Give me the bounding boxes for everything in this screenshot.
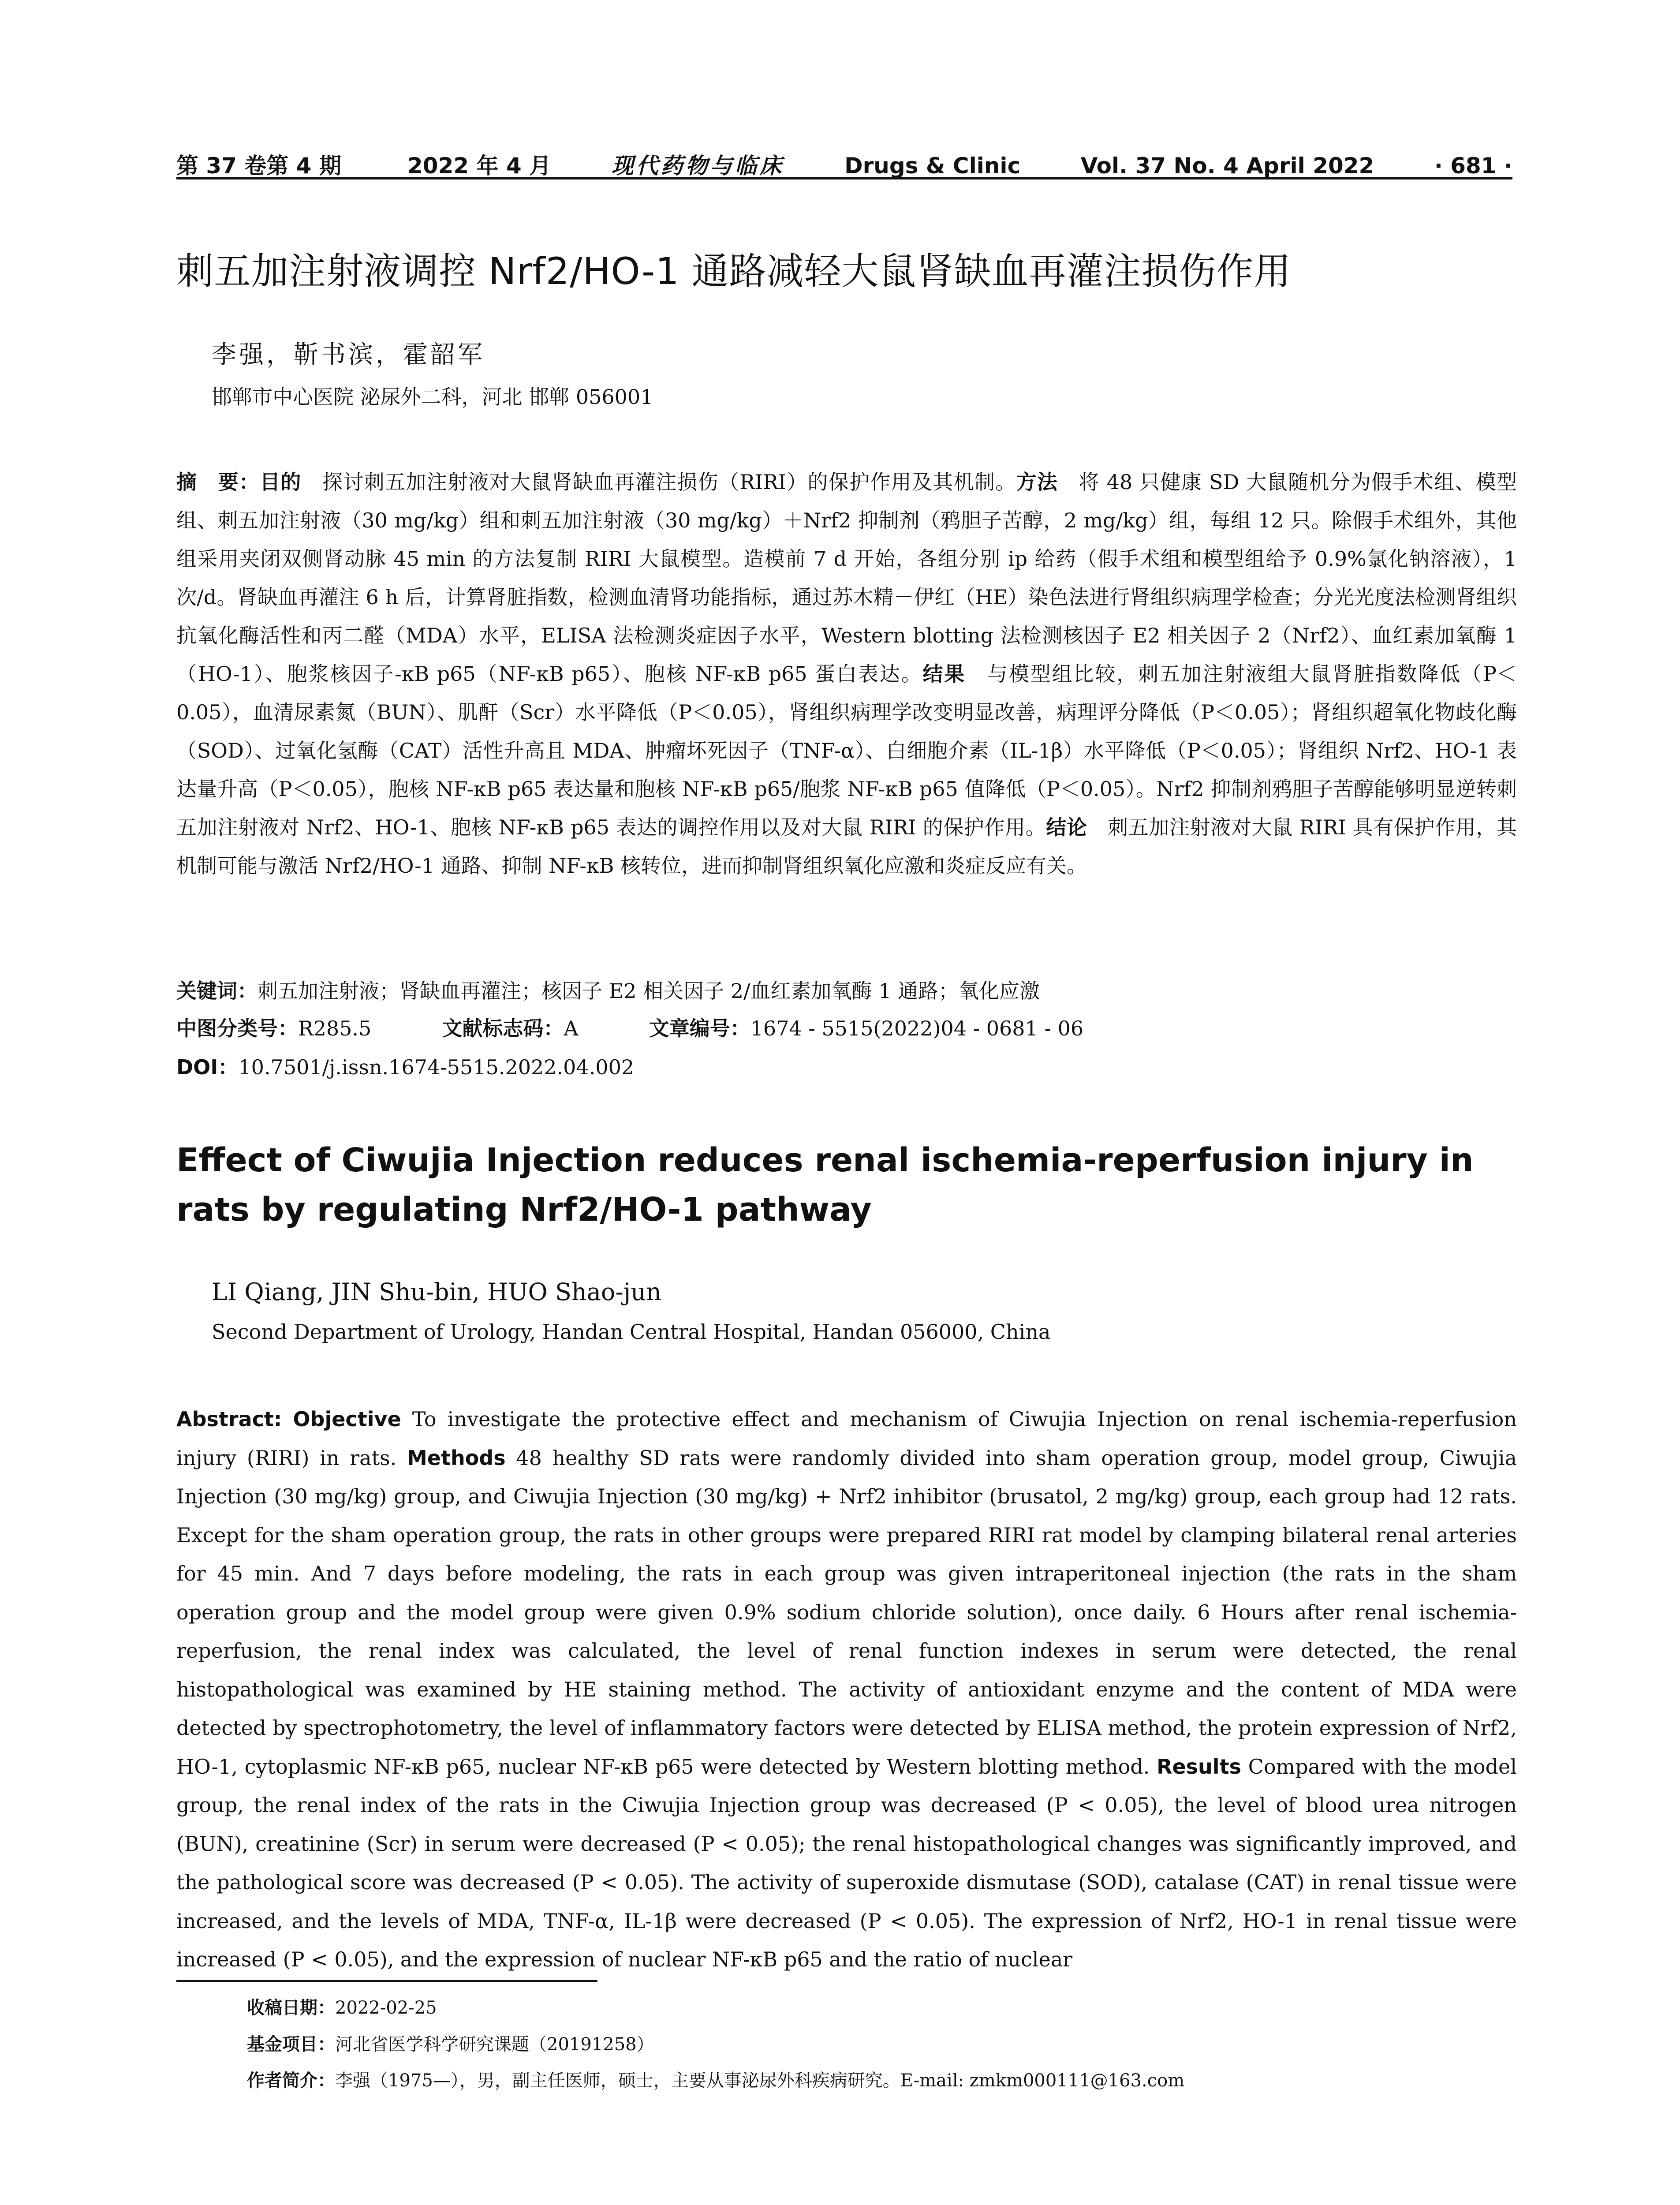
header-journal-cn: 现代药物与临床: [611, 153, 784, 179]
keywords-cn: [176, 977, 1040, 1005]
doc-code-value: A: [564, 1017, 579, 1040]
bio-label: 作者简介：: [247, 2070, 335, 2091]
affiliation-cn: 邯郸市中心医院 泌尿外二科，河北 邯郸 056001: [212, 385, 653, 409]
received-date: 2022-02-25: [335, 1998, 437, 2018]
running-header: [176, 140, 1512, 183]
doc-code-label: 文献标志码：: [442, 1017, 564, 1040]
footnote-fund: [247, 2032, 654, 2057]
abstract-cn-methods-label: 方法: [1016, 470, 1058, 494]
header-volume-en: Vol. 37 No. 4 April 2022: [1080, 153, 1374, 179]
doi-label: DOI：: [176, 1055, 239, 1079]
abstract-en-results: Compared with the model group, the renal index of the rats in the Ciwujia Injection group was decreased (P < 0.05), the level of blood urea nitrogen (BUN), creatinine (Scr) in serum were decreased (P < 0.05); the renal histopathological changes was significantly improved, and the pathological score was decreased (P < 0.05). The activity of superoxide dismutase (SOD), catalase (CAT) in renal tissue were increased, and the levels of MDA, TNF-α, IL-1β were decreased (P < 0.05). The expression of Nrf2, HO-1 in renal tissue were increased (P < 0.05), and the expression of nuclear NF-κB p65 and the ratio of nuclear: [176, 1754, 1517, 1971]
header-page-number: · 681 ·: [1434, 153, 1512, 179]
bio-text: 李强（1975—），男，副主任医师，硕士，主要从事泌尿外科疾病研究。E-mail: zmkm000111@163.com: [335, 2070, 1185, 2091]
title-cn: 刺五加注射液调控 Nrf2/HO-1 通路减轻大鼠肾缺血再灌注损伤作用: [176, 250, 1292, 293]
abstract-cn-results-label: 结果: [922, 662, 966, 686]
abstract-cn-conclusion-label: 结论: [1046, 815, 1087, 839]
abstract-cn-results: 与模型组比较，刺五加注射液组大鼠肾脏指数降低（P＜0.05），血清尿素氮（BUN）、肌酐（Scr）水平降低（P＜0.05），肾组织病理学改变明显改善，病理评分降低（P＜0.05）；肾组织超氧化物歧化酶（SOD）、过氧化氢酶（CAT）活性升高且 MDA、肿瘤坏死因子（TNF-α）、白细胞介素（IL-1β）水平降低（P＜0.05）；肾组织 Nrf2、HO-1 表达量升高（P＜0.05），胞核 NF-κB p65 表达量和胞核 NF-κB p65/胞浆 NF-κB p65 值降低（P＜0.05）。Nrf2 抑制剂鸦胆子苦醇能够明显逆转刺五加注射液对 Nrf2、HO-1、胞核 NF-κB p65 表达的调控作用以及对大鼠 RIRI 的保护作用。: [176, 662, 1517, 839]
authors-en: LI Qiang, JIN Shu-bin, HUO Shao-jun: [212, 1278, 661, 1306]
abstract-cn-conclusion: 刺五加注射液对大鼠 RIRI 具有保护作用，其机制可能与激活 Nrf2/HO-1 通路、抑制 NF-κB 核转位，进而抑制肾组织氧化应激和炎症反应有关。: [176, 815, 1517, 878]
article-no-label: 文章编号：: [649, 1017, 750, 1040]
footnote-rule: [176, 1980, 597, 1982]
affiliation-en: Second Department of Urology, Handan Central Hospital, Handan 056000, China: [212, 1320, 1051, 1344]
received-label: 收稿日期：: [247, 1998, 335, 2018]
keywords-text: 刺五加注射液；肾缺血再灌注；核因子 E2 相关因子 2/血红素加氧酶 1 通路；氧化应激: [258, 979, 1040, 1003]
abstract-cn-methods: 将 48 只健康 SD 大鼠随机分为假手术组、模型组、刺五加注射液（30 mg/kg）组和刺五加注射液（30 mg/kg）＋Nrf2 抑制剂（鸦胆子苦醇，2 mg/kg）组，每组 12 只。除假手术组外，其他组采用夹闭双侧肾动脉 45 min 的方法复制 RIRI 大鼠模型。造模前 7 d 开始，各组分别 ip 给药（假手术组和模型组给予 0.9%氯化钠溶液），1 次/d。肾缺血再灌注 6 h 后，计算肾脏指数，检测血清肾功能指标，通过苏木精－伊红（HE）染色法进行肾组织病理学检查；分光光度法检测肾组织抗氧化酶活性和丙二醛（MDA）水平，ELISA 法检测炎症因子水平，Western blotting 法检测核因子 E2 相关因子 2（Nrf2）、血红素加氧酶 1（HO-1）、胞浆核因子-κB p65（NF-κB p65）、胞核 NF-κB p65 蛋白表达。: [176, 470, 1517, 686]
keywords-label: 关键词：: [176, 979, 258, 1003]
header-journal-en: Drugs & Clinic: [844, 153, 1021, 179]
fund-text: 河北省医学科学研究课题（20191258）: [335, 2034, 654, 2055]
clc-label: 中图分类号：: [176, 1017, 298, 1040]
authors-cn: 李强，靳书滨，霍韶军: [212, 340, 485, 369]
footnote-bio: [247, 2068, 1184, 2093]
abstract-en: [176, 1400, 1517, 1979]
fund-label: 基金项目：: [247, 2034, 335, 2055]
abstract-cn: [176, 463, 1517, 885]
abstract-en-results-label: Results: [1157, 1754, 1241, 1779]
article-no-value: 1674 - 5515(2022)04 - 0681 - 06: [750, 1017, 1084, 1040]
abstract-cn-label: 摘 要：: [176, 470, 260, 494]
header-volume-cn: 第 37 卷第 4 期: [176, 153, 341, 179]
classification-line: [176, 1014, 1083, 1043]
abstract-cn-objective: 探讨刺五加注射液对大鼠肾缺血再灌注损伤（RIRI）的保护作用及其机制。: [301, 470, 1016, 494]
footnote-received: [247, 1996, 437, 2020]
abstract-en-methods-label: Methods: [407, 1446, 506, 1470]
clc-value: R285.5: [298, 1017, 372, 1040]
abstract-en-methods: 48 healthy SD rats were randomly divided into sham operation group, model group, Ciwujia Injection (30 mg/kg) group, and Ciwujia Injection (30 mg/kg) + Nrf2 inhibitor (brusatol, 2 mg/kg) group, each group had 12 rats. Except for the sham operation group, the rats in other groups were prepared RIRI rat model by clamping bilateral renal arteries for 45 min. And 7 days before modeling, the rats in each group was given intraperitoneal injection (the rats in the sham operation group and the model group were given 0.9% sodium chloride solution), once daily. 6 Hours after renal ischemia-reperfusion, the renal index was calculated, the level of renal function indexes in serum were detected, the renal histopathological was examined by HE staining method. The activity of antioxidant enzyme and the content of MDA were detected by spectrophotometry, the level of inflammatory factors were detected by ELISA method, the protein expression of Nrf2, HO-1, cytoplasmic NF-κB p65, nuclear NF-κB p65 were detected by Western blotting method.: [176, 1446, 1517, 1779]
abstract-en-label: Abstract:: [176, 1407, 282, 1431]
abstract-en-objective-label: Objective: [293, 1407, 401, 1431]
abstract-cn-objective-label: 目的: [260, 470, 302, 494]
header-rule: [176, 177, 1512, 179]
title-en: Effect of Ciwujia Injection reduces renal ischemia-reperfusion injury in rats by regulating Nrf2/HO-1 pathway: [176, 1141, 1474, 1229]
header-date-cn: 2022 年 4 月: [407, 153, 552, 179]
doi-value: 10.7501/j.issn.1674-5515.2022.04.002: [238, 1055, 635, 1079]
abstract-en-objective: To investigate the protective effect and mechanism of Ciwujia Injection on renal ischemia-reperfusion injury (RIRI) in rats.: [176, 1407, 1517, 1470]
doi-line: [176, 1053, 634, 1081]
